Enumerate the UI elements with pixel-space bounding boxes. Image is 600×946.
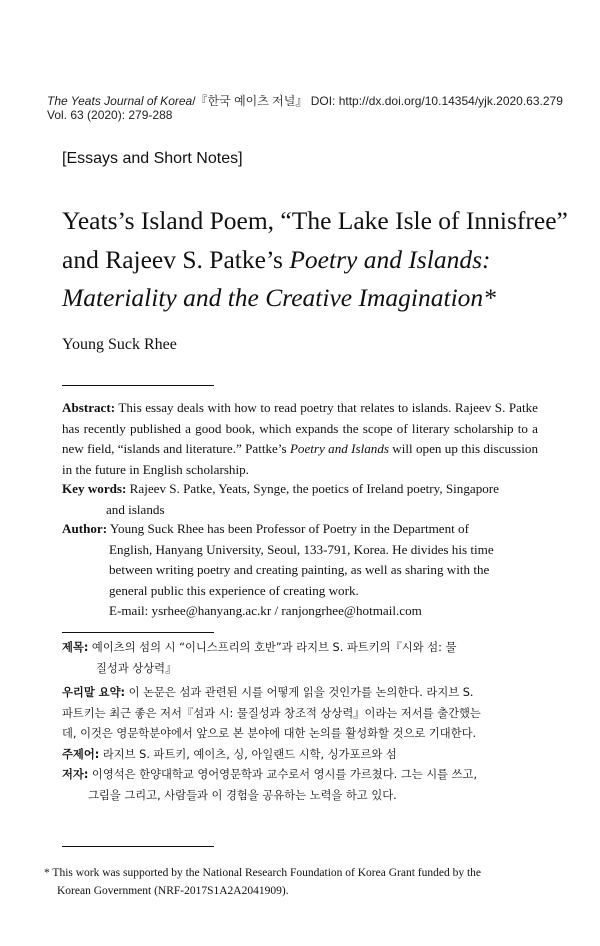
title-line-1: Yeats’s Island Poem, “The Lake Isle of Innisfree”	[62, 206, 568, 235]
footnote	[44, 864, 554, 900]
keywords-label: Key words:	[62, 481, 127, 496]
korean-author-line-2: 그림을 그리고, 사람들과 이 경험을 공유하는 노력을 하고 있다.	[88, 788, 397, 802]
abstract	[62, 398, 538, 480]
korean-author-line-1	[62, 765, 538, 786]
korean-keywords-text: 라지브 S. 파트키, 예이츠, 싱, 아일랜드 시학, 싱가포르와 섬	[99, 748, 397, 761]
doi-link[interactable]: DOI: http://dx.doi.org/10.14354/yjk.2020.63.279	[307, 94, 563, 108]
journal-name: The Yeats Journal of Korea	[47, 94, 193, 108]
korean-summary-line-1	[62, 683, 538, 704]
journal-korean-name: /『한국 예이츠 저널』	[192, 94, 308, 108]
author-info-line-2: English, Hanyang University, Seoul, 133-791, Korea. He divides his time	[109, 541, 494, 557]
volume-pages: Vol. 63 (2020): 279-288	[47, 108, 173, 122]
divider	[62, 385, 214, 386]
divider	[62, 632, 214, 633]
title-line-2-text: and Rajeev S. Patke’s	[62, 244, 290, 274]
abstract-italic-title: Poetry and Islands	[289, 441, 389, 456]
author-email[interactable]: E-mail: ysrhee@hanyang.ac.kr / ranjongrhee@hotmail.com	[109, 603, 422, 618]
abstract-label: Abstract:	[62, 400, 116, 415]
keywords-line-1	[62, 479, 538, 500]
korean-summary-label: 우리말 요약:	[62, 686, 126, 699]
korean-author	[62, 765, 538, 806]
title-line-2	[62, 241, 582, 280]
author-info-line-4: general public this experience of creating work.	[109, 582, 359, 598]
title-book-italic: Poetry and Islands:	[289, 244, 491, 274]
author-info-line-3: between writing poetry and creating painting, as well as sharing with the	[109, 562, 490, 577]
korean-summary-line-3: 데, 이것은 영문학분야에서 앞으로 본 분야에 대한 논의를 활성화할 것으로 기대한다.	[62, 727, 477, 740]
korean-author-label: 저자:	[62, 768, 89, 781]
journal-citation	[47, 92, 563, 109]
author-name: Young Suck Rhee	[62, 336, 177, 353]
korean-summary	[62, 683, 538, 745]
korean-title-text-1: 예이츠의 섬의 시 “이니스프리의 호반”과 라지브 S. 파트키의『시와 섬: 물	[88, 641, 457, 654]
keywords	[62, 479, 538, 520]
abstract-text-1: This essay deals with how to read poetry that relates to islands. Rajeev S. Patke has recently published a good book, which expands the scope of literary scholarship to a new field, “islands and literature.” Pattke’s	[62, 400, 538, 456]
korean-title	[62, 638, 538, 679]
author-info-label: Author:	[62, 521, 108, 536]
author-info	[62, 519, 538, 622]
section-label: [Essays and Short Notes]	[62, 150, 243, 167]
korean-title-label: 제목:	[62, 641, 89, 654]
footnote-line-2: Korean Government (NRF-2017S1A2A2041909).	[57, 885, 289, 897]
korean-title-line-1	[62, 638, 538, 659]
title-line-3: Materiality and the Creative Imagination*	[62, 283, 496, 312]
korean-title-line-2: 질성과 상상력』	[96, 661, 177, 675]
korean-summary-line-2: 파트키는 최근 좋은 저서『섬과 시: 물질성과 창조적 상상력』이라는 저서를 출간했는	[62, 706, 481, 720]
keywords-line-2: and islands	[106, 501, 165, 517]
article-title	[62, 202, 582, 318]
korean-author-text-1: 이영석은 한양대학교 영어영문학과 교수로서 영시를 가르쳤다. 그는 시를 쓰고,	[88, 768, 478, 781]
footnote-line-1: * This work was supported by the National Research Foundation of Korea Grant funded by the	[44, 867, 482, 879]
korean-summary-text-1: 이 논문은 섬과 관련된 시를 어떻게 읽을 것인가를 논의한다. 라지브 S.	[125, 686, 474, 699]
korean-keywords-label: 주제어:	[62, 748, 100, 761]
abstract-text-2: will open up this discussion in the future in English scholarship.	[62, 441, 538, 477]
author-info-text-1: Young Suck Rhee has been Professor of Poetry in the Department of	[107, 521, 469, 536]
korean-keywords	[62, 745, 538, 766]
keywords-text-1: Rajeev S. Patke, Yeats, Synge, the poetics of Ireland poetry, Singapore	[126, 481, 499, 496]
author-info-line-1	[62, 519, 538, 540]
footnote-divider	[62, 846, 214, 847]
